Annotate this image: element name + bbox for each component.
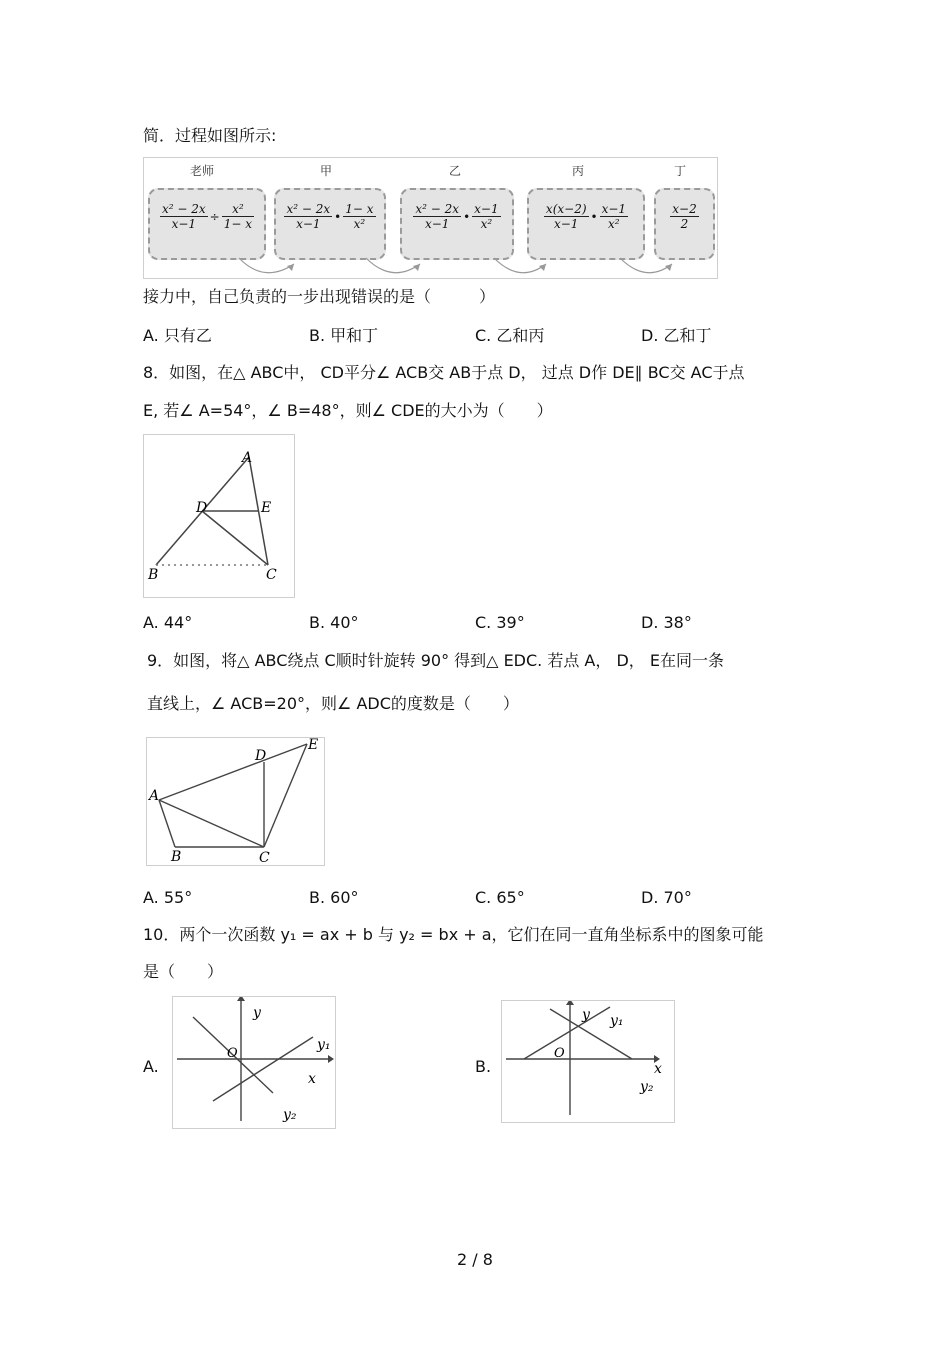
denominator: x² bbox=[608, 217, 620, 231]
step-jia bbox=[274, 188, 386, 260]
q8-option-c: C. 39° bbox=[475, 613, 525, 632]
denominator: x−1 bbox=[171, 217, 197, 231]
numerator: x² − 2x bbox=[161, 202, 206, 216]
step-yi bbox=[400, 188, 514, 260]
q10-option-a-label: A. bbox=[143, 1057, 159, 1076]
numerator: x−2 bbox=[672, 202, 697, 216]
denominator: x−1 bbox=[296, 217, 321, 231]
origin-label: O bbox=[554, 1046, 565, 1061]
role-jia: 甲 bbox=[320, 164, 333, 178]
numerator: x−1 bbox=[474, 202, 499, 216]
page-number: 2 / 8 bbox=[457, 1250, 493, 1269]
denominator: x−1 bbox=[553, 217, 579, 231]
q10-stem-line2: 是（ ） bbox=[143, 962, 224, 981]
numerator: x−1 bbox=[601, 202, 627, 216]
q10-option-b-label: B. bbox=[475, 1057, 492, 1076]
operator: • bbox=[590, 209, 598, 224]
step-ding bbox=[654, 188, 715, 260]
label-b: B bbox=[171, 849, 182, 865]
role-teacher: 老师 bbox=[190, 164, 215, 178]
label-b: B bbox=[148, 567, 159, 583]
label-e: E bbox=[308, 738, 319, 753]
label-d: D bbox=[196, 500, 208, 516]
denominator: 1− x bbox=[223, 217, 252, 231]
role-ding: 丁 bbox=[674, 164, 687, 178]
label-a: A bbox=[242, 450, 253, 466]
relay-chain-figure bbox=[143, 157, 718, 279]
q9-option-d: D. 70° bbox=[641, 888, 692, 907]
operator: ÷ bbox=[209, 209, 220, 224]
q7-option-b: B. 甲和丁 bbox=[309, 326, 379, 345]
q9-stem-line1: 9．如图，将△ ABC绕点 C顺时针旋转 90° 得到△ EDC. 若点 A， D， E在同一条 bbox=[147, 651, 724, 670]
label-c: C bbox=[259, 850, 270, 865]
label-c: C bbox=[266, 567, 277, 583]
line-y1-label: y₁ bbox=[610, 1013, 624, 1029]
numerator: x² − 2x bbox=[286, 202, 331, 216]
origin-label: O bbox=[227, 1046, 238, 1061]
label-d: D bbox=[255, 748, 267, 764]
denominator: 2 bbox=[680, 217, 689, 231]
axis-x-label: x bbox=[654, 1061, 662, 1077]
numerator: x² bbox=[222, 202, 254, 217]
numerator: x(x−2) bbox=[545, 202, 587, 216]
role-bing: 丙 bbox=[572, 164, 585, 178]
label-e: E bbox=[261, 500, 272, 516]
intro-text: 简．过程如图所示: bbox=[143, 126, 277, 145]
q8-option-d: D. 38° bbox=[641, 613, 692, 632]
q8-stem-line1: 8．如图，在△ ABC中， CD平分∠ ACB交 AB于点 D， 过点 D作 DE∥ BC交 AC于点 bbox=[143, 363, 745, 382]
line-y1-label: y₁ bbox=[317, 1037, 331, 1053]
denominator: x−1 bbox=[424, 217, 450, 231]
numerator: x² − 2x bbox=[415, 202, 460, 216]
step-bing bbox=[527, 188, 645, 260]
operator: • bbox=[463, 209, 471, 224]
q10-graph-b bbox=[501, 1000, 675, 1123]
line-y2-label: y₂ bbox=[283, 1107, 297, 1123]
role-yi: 乙 bbox=[449, 164, 462, 178]
q8-stem-line2: E, 若∠ A=54°，∠ B=48°，则∠ CDE的大小为（ ） bbox=[143, 401, 553, 420]
q7-option-d: D. 乙和丁 bbox=[641, 326, 712, 345]
q8-option-a: A. 44° bbox=[143, 613, 193, 632]
q10-graph-a bbox=[172, 996, 336, 1129]
operator: • bbox=[334, 209, 342, 224]
q8-option-b: B. 40° bbox=[309, 613, 359, 632]
q7-option-a: A. 只有乙 bbox=[143, 326, 212, 345]
q9-rotation-figure bbox=[146, 737, 325, 866]
q10-stem-line1: 10．两个一次函数 y₁ = ax + b 与 y₂ = bx + a，它们在同一直角坐标系中的图象可能 bbox=[143, 925, 764, 944]
q9-option-b: B. 60° bbox=[309, 888, 359, 907]
axis-x-label: x bbox=[308, 1071, 316, 1087]
q9-stem-line2: 直线上，∠ ACB=20°，则∠ ADC的度数是（ ） bbox=[147, 694, 519, 713]
q9-option-a: A. 55° bbox=[143, 888, 193, 907]
denominator: x² bbox=[480, 217, 493, 231]
label-a: A bbox=[149, 788, 160, 804]
q7-stem: 接力中，自己负责的一步出现错误的是（ ） bbox=[143, 287, 496, 306]
axis-y-label: y bbox=[253, 1005, 261, 1021]
q9-option-c: C. 65° bbox=[475, 888, 525, 907]
axis-y-label: y bbox=[582, 1007, 590, 1023]
step-teacher bbox=[148, 188, 266, 260]
line-y2-label: y₂ bbox=[640, 1079, 654, 1095]
q7-option-c: C. 乙和丙 bbox=[475, 326, 545, 345]
denominator: x² bbox=[353, 217, 366, 231]
numerator: 1− x bbox=[345, 202, 374, 216]
q8-triangle-figure bbox=[143, 434, 295, 598]
